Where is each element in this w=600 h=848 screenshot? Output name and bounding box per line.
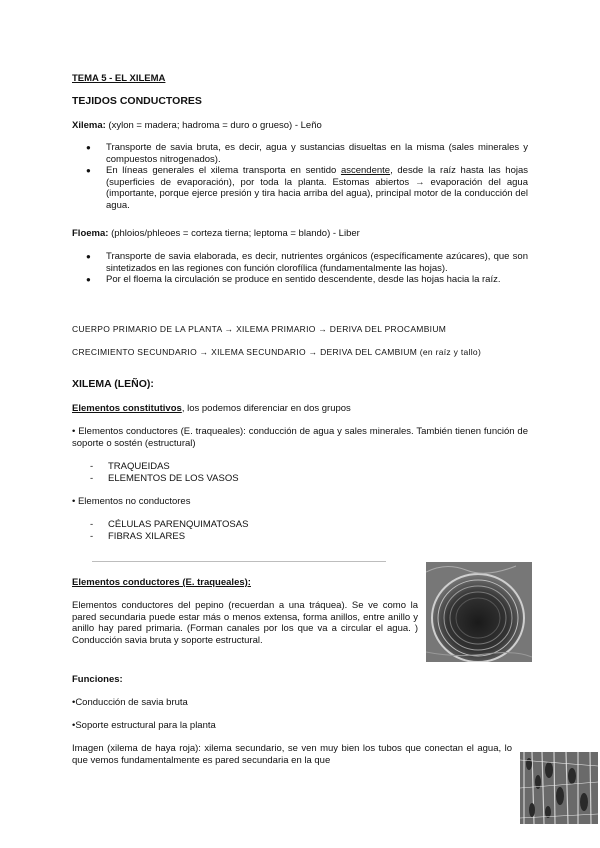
floema-def-text: (phloios/phleoes = corteza tierna; leptoma = blando) - Liber bbox=[108, 228, 360, 239]
funciones-heading: Funciones: bbox=[72, 674, 123, 685]
list-item-text: En líneas generales el xilema transporta en sentido bbox=[106, 165, 341, 176]
list-item: - ELEMENTOS DE LOS VASOS bbox=[72, 473, 528, 485]
imagen-paragraph: Imagen (xilema de haya roja): xilema secundario, se ven muy bien los tubos que conectan el agua, lo que vemos fundamentalmente es pared secundaria en la que bbox=[72, 743, 512, 766]
traqueales-heading: Elementos conductores (E. traqueales): bbox=[72, 577, 251, 588]
xilema-term: Xilema: bbox=[72, 120, 106, 131]
xilema-definition bbox=[72, 120, 528, 132]
list-item: ● Por el floema la circulación se produce en sentido descendente, desde las hojas hacia la raíz. bbox=[72, 274, 528, 286]
funcion-item: •Conducción de savia bruta bbox=[72, 697, 188, 708]
list-item-text: Transporte de savia bruta, es decir, agua y sustancias disueltas en la misma (sales minerales y compuestos nitrogenados). bbox=[106, 142, 528, 165]
xilema-def-text: (xylon = madera; hadroma = duro o grueso) - Leño bbox=[105, 120, 322, 131]
list-item: - CÉLULAS PARENQUIMATOSAS bbox=[72, 519, 528, 531]
elementos-rest: , los podemos diferenciar en dos grupos bbox=[181, 403, 351, 414]
list-item: - TRAQUEIDAS bbox=[72, 461, 528, 473]
beech-xylem-micrograph bbox=[520, 752, 598, 824]
list-item: - FIBRAS XILARES bbox=[72, 531, 528, 543]
elementos-line bbox=[72, 403, 528, 415]
elementos-heading: Elementos constitutivos bbox=[72, 403, 182, 414]
secundario-line: CRECIMIENTO SECUNDARIO → XILEMA SECUNDARIO → DERIVA DEL CAMBIUM (en raíz y tallo) bbox=[72, 347, 482, 357]
tracheid-micrograph bbox=[426, 562, 532, 662]
floema-bullet-list bbox=[72, 251, 528, 286]
conductores-list bbox=[72, 461, 528, 484]
xilema-bullet-list bbox=[72, 142, 528, 211]
list-item bbox=[72, 142, 528, 165]
doc-title: TEMA 5 - EL XILEMA bbox=[72, 73, 166, 84]
underlined-word: ascendente bbox=[340, 165, 391, 176]
traqueales-paragraph: Elementos conductores del pepino (recuerdan a una tráquea). Se ve como la pared secundaria puede estar más o menos extensa, forma anillos, entre anillo y anillo hay pared primaria. (Forman canales por los que va a circular el agua. ) Conducción savia bruta y soporte estructural. bbox=[72, 600, 418, 646]
list-item: ● Transporte de savia elaborada, es decir, nutrientes orgánicos (específicamente azúcares), que son sintetizados en las regiones con función clorofílica (fundamentalmente las hojas). bbox=[72, 251, 528, 274]
no-conductores-paragraph: • Elementos no conductores bbox=[72, 496, 191, 507]
section-heading: TEJIDOS CONDUCTORES bbox=[72, 95, 202, 107]
conductores-paragraph: • Elementos conductores (E. traqueales): conducción de agua y sales minerales. También tienen función de soporte o sostén (estructural) bbox=[72, 426, 528, 449]
floema-definition bbox=[72, 228, 528, 240]
floema-term: Floema: bbox=[72, 228, 109, 239]
funcion-item: •Soporte estructural para la planta bbox=[72, 720, 216, 731]
list-item-text: , desde la raíz hasta las hojas (superficies de evaporación), por toda la planta. Estomas abiertos → evaporación del agua (importante, porque ejerce presión y tira hacia arriba del agua), principal motor de la conducción del agua. bbox=[106, 165, 528, 211]
divider bbox=[92, 561, 386, 562]
list-item bbox=[72, 165, 528, 211]
no-conductores-list bbox=[72, 519, 528, 542]
primario-line: CUERPO PRIMARIO DE LA PLANTA → XILEMA PRIMARIO → DERIVA DEL PROCAMBIUM bbox=[72, 324, 447, 334]
xilema-leno-heading: XILEMA (LEÑO): bbox=[72, 378, 154, 390]
